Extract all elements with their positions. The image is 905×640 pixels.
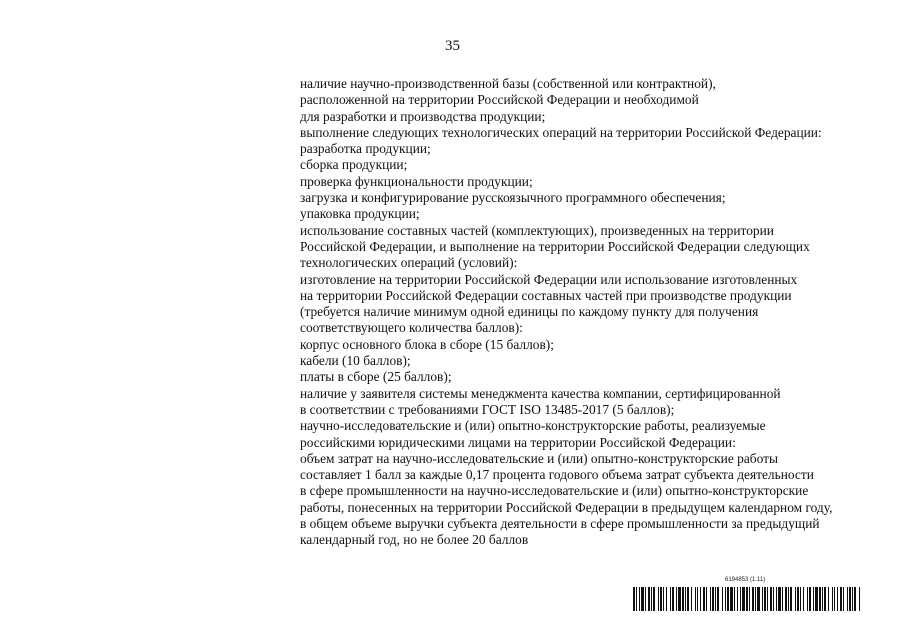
text-line: в сфере промышленности на научно-исследовательские и (или) опытно-конструкторские (300, 483, 809, 499)
text-line: разработка продукции; (300, 141, 431, 157)
text-line: для разработки и производства продукции; (300, 108, 546, 124)
text-line: расположенной на территории Российской Федерации и необходимой (300, 92, 699, 108)
barcode-number: 6194853 (1.11) (725, 577, 766, 583)
page-number: 35 (445, 38, 460, 54)
text-line: объем затрат на научно-исследовательские и (или) опытно-конструкторские работы (300, 450, 778, 466)
text-line: наличие у заявителя системы менеджмента качества компании, сертифицированной (300, 385, 781, 401)
text-line: технологических операций (условий): (300, 255, 518, 271)
text-line: соответствующего количества баллов): (300, 320, 523, 336)
text-line: изготовление на территории Российской Федерации или использование изготовленных (300, 271, 798, 287)
text-line: на территории Российской Федерации составных частей при производстве продукции (300, 287, 792, 303)
text-line: проверка функциональности продукции; (300, 173, 533, 189)
text-line: платы в сборе (25 баллов); (300, 369, 452, 385)
document-body (300, 76, 890, 549)
text-line: (требуется наличие минимум одной единицы по каждому пункту для получения (300, 304, 759, 320)
text-line: в общем объеме выручки субъекта деятельности в сфере промышленности за предыдущий (300, 516, 820, 532)
text-line: наличие научно-производственной базы (собственной или контрактной), (300, 76, 716, 91)
text-line: составляет 1 балл за каждые 0,17 процента годового объема затрат субъекта деятельности (300, 467, 814, 483)
text-line: календарный год, но не более 20 баллов (300, 532, 529, 548)
text-line: использование составных частей (комплектующих), произведенных на территории (300, 222, 774, 238)
text-line: кабели (10 баллов); (300, 353, 411, 369)
text-line: Российской Федерации, и выполнение на территории Российской Федерации следующих (300, 238, 810, 254)
text-line: корпус основного блока в сборе (15 баллов); (300, 336, 554, 352)
text-line: сборка продукции; (300, 157, 408, 173)
barcode-icon (633, 587, 861, 611)
text-line: работы, понесенных на территории Российской Федерации в предыдущем календарном году, (300, 499, 833, 515)
text-line: выполнение следующих технологических операций на территории Российской Федерации: (300, 124, 822, 140)
text-line: в соответствии с требованиями ГОСТ ISO 13485-2017 (5 баллов); (300, 401, 675, 417)
text-line: российскими юридическими лицами на территории Российской Федерации: (300, 434, 736, 450)
barcode (633, 577, 861, 611)
text-line: научно-исследовательские и (или) опытно-конструкторские работы, реализуемые (300, 418, 766, 434)
text-line: упаковка продукции; (300, 206, 420, 222)
text-line: загрузка и конфигурирование русскоязычного программного обеспечения; (300, 190, 726, 206)
